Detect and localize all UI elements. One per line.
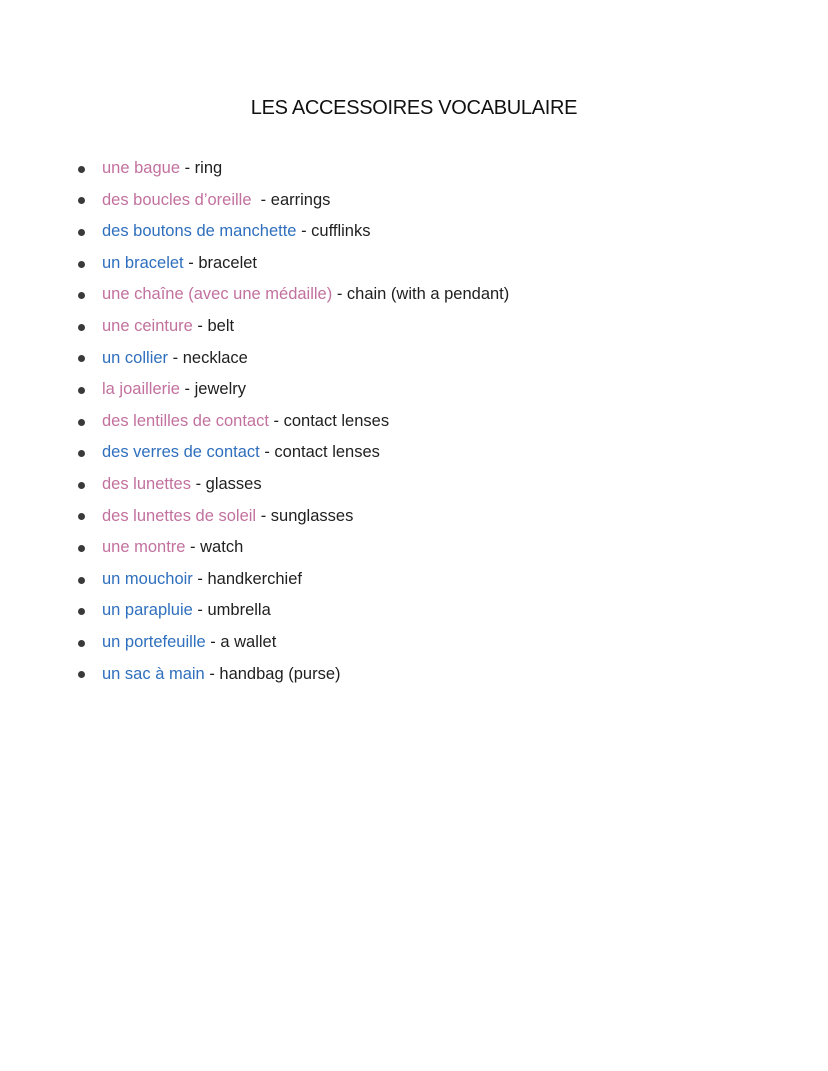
separator: - [296,222,312,241]
bullet-icon [78,261,85,268]
separator: - [251,190,271,209]
french-term: des boucles d’oreille [102,190,252,209]
separator: - [192,601,208,620]
bullet-icon [78,608,85,615]
separator: - [192,569,208,588]
separator: - [179,380,195,399]
bullet-icon [78,197,85,204]
list-item [78,659,509,691]
english-translation: handbag (purse) [219,664,341,683]
english-translation: ring [194,159,223,177]
bullet-icon [78,482,85,489]
list-item [78,627,509,659]
french-term: une ceinture [102,316,193,335]
bullet-icon [78,166,85,173]
list-item [78,311,509,343]
bullet-icon [78,545,85,552]
english-translation: bracelet [198,253,258,272]
french-term: une bague [102,159,180,177]
french-term: un parapluie [102,601,193,620]
bullet-icon [78,450,85,457]
french-term: des lunettes [102,474,191,493]
separator: - [192,316,208,335]
list-item [78,406,509,438]
bullet-icon [78,324,85,331]
bullet-icon [78,355,85,362]
bullet-icon [78,577,85,584]
list-item [78,374,509,406]
french-term: une montre [102,538,186,557]
english-translation: sunglasses [270,506,354,525]
list-item [78,469,509,501]
separator: - [185,538,201,557]
english-translation: a wallet [220,632,277,651]
separator: - [268,411,284,430]
separator: - [332,285,347,304]
list-item [78,564,509,596]
separator: - [259,443,275,462]
french-term: des lunettes de soleil [102,506,257,525]
list-item [78,532,509,564]
separator: - [180,159,195,177]
english-translation: umbrella [207,601,271,620]
french-term: un bracelet [102,253,184,272]
list-item [78,216,509,248]
french-term: des boutons de manchette [102,222,297,241]
english-translation: cufflinks [311,222,371,241]
french-term: la joaillerie [102,380,180,399]
english-translation: handkerchief [207,569,302,588]
french-term: une chaîne (avec une médaille) [102,285,333,304]
list-item [78,279,509,311]
english-translation: watch [200,538,244,557]
list-item [78,501,509,533]
page-title: LES ACCESSOIRES VOCABULAIRE [250,97,578,119]
separator: - [183,253,199,272]
separator: - [256,506,271,525]
french-term: un collier [102,348,169,367]
bullet-icon [78,387,85,394]
english-translation: earrings [270,190,331,209]
separator: - [204,664,220,683]
bullet-icon [78,640,85,647]
list-item [78,185,509,217]
list-item [78,437,509,469]
bullet-icon [78,419,85,426]
english-translation: glasses [205,474,262,493]
separator: - [168,348,183,367]
vocabulary-list [78,153,509,690]
bullet-icon [78,229,85,236]
bullet-icon [78,513,85,520]
separator: - [190,474,206,493]
french-term: des verres de contact [102,443,260,462]
french-term: un sac à main [102,664,205,683]
french-term: un portefeuille [102,632,206,651]
list-item [78,248,509,280]
french-term: un mouchoir [102,569,193,588]
english-translation: contact lenses [274,443,380,462]
french-term: des lentilles de contact [102,411,269,430]
english-translation: belt [207,316,235,335]
english-translation: contact lenses [283,411,390,430]
bullet-icon [78,671,85,678]
list-item [78,343,509,375]
separator: - [205,632,221,651]
list-item [78,595,509,627]
bullet-icon [78,292,85,299]
english-translation: jewelry [194,380,246,399]
english-translation: chain (with a pendant) [346,285,510,304]
english-translation: necklace [182,348,248,367]
list-item [78,153,509,185]
